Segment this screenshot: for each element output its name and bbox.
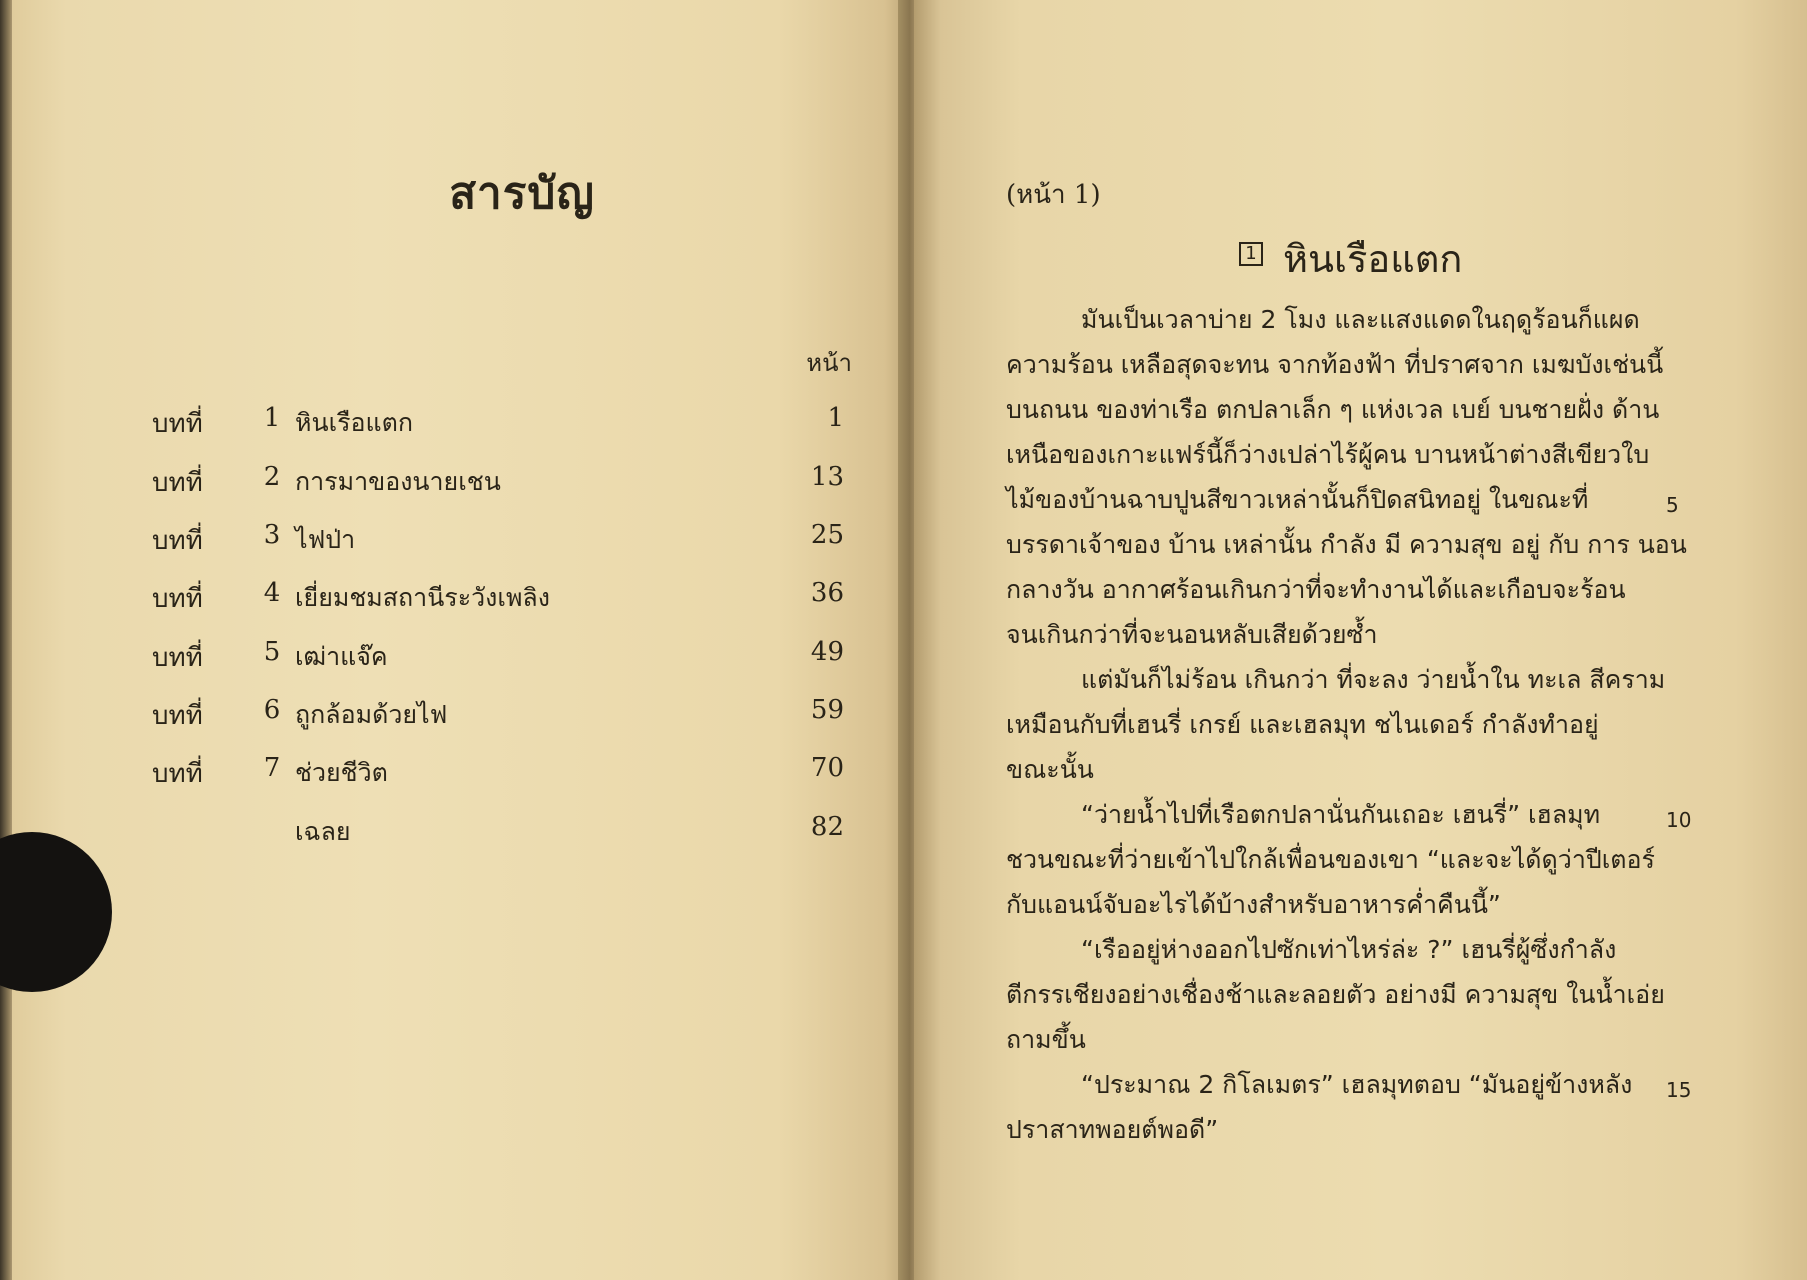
toc-entry [12, 695, 912, 735]
text-line: ความร้อน เหลือสุดจะทน จากท้องฟ้า ที่ปราศจาก เมฆบังเช่นนี้ [1006, 350, 1664, 379]
toc-page-number: 82 [810, 812, 844, 842]
toc-page-number: 36 [810, 578, 844, 608]
toc-chapter-title: ไฟป่า [295, 525, 356, 554]
toc-chapter-number: 7 [263, 753, 281, 783]
line-number: 15 [1666, 1078, 1692, 1102]
left-page [12, 0, 912, 1280]
line-number: 5 [1666, 493, 1679, 517]
text-line: แต่มันก็ไม่ร้อน เกินกว่า ที่จะลง ว่ายน้ำใน ทะเล สีคราม [1081, 665, 1666, 694]
toc-chapter-number: 2 [263, 462, 281, 492]
text-line: บนถนน ของท่าเรือ ตกปลาเล็ก ๆ แห่งเวล เบย์ บนชายฝั่ง ด้าน [1006, 395, 1660, 424]
toc-chapter-title: ถูกล้อมด้วยไฟ [295, 700, 448, 729]
toc-chapter-number: 3 [263, 520, 281, 550]
toc-chapter-word: บทที่ [152, 584, 203, 614]
toc-entry [12, 462, 912, 502]
toc-page-column-header: หน้า [806, 349, 852, 377]
toc-page-number: 1 [827, 403, 844, 433]
text-line: กลางวัน อากาศร้อนเกินกว่าที่จะทำงานได้และเกือบจะร้อน [1006, 575, 1626, 604]
text-line: จนเกินกว่าที่จะนอนหลับเสียด้วยซ้ำ [1006, 620, 1378, 649]
toc-title: สารบัญ [449, 168, 595, 219]
toc-chapter-word: บทที่ [152, 701, 203, 731]
toc-entry [12, 753, 912, 793]
text-line: ขณะนั้น [1006, 755, 1094, 784]
toc-entry [12, 578, 912, 618]
toc-page-number: 13 [810, 462, 844, 492]
text-line: ถามขึ้น [1006, 1025, 1086, 1054]
toc-chapter-title: ช่วยชีวิต [295, 758, 388, 787]
toc-chapter-number: 6 [263, 695, 281, 725]
text-line: ชวนขณะที่ว่ายเข้าไปใกล้เพื่อนของเขา “และจะได้ดูว่าปีเตอร์ [1006, 845, 1655, 874]
toc-chapter-title: เฒ่าแจ๊ค [295, 642, 388, 671]
text-line: บรรดาเจ้าของ บ้าน เหล่านั้น กำลัง มี ความสุข อยู่ กับ การ นอน [1006, 530, 1687, 559]
text-line: ปราสาทพอยต์พอดี” [1006, 1115, 1219, 1144]
toc-chapter-number: 5 [263, 637, 281, 667]
text-line: “เรืออยู่ห่างออกไปซักเท่าไหร่ล่ะ ?” เฮนรี่ผู้ซึ่งกำลัง [1081, 935, 1617, 964]
text-line: เหมือนกับที่เฮนรี่ เกรย์ และเฮลมุท ชไนเดอร์ กำลังทำอยู่ [1006, 710, 1599, 739]
toc-page-number: 59 [810, 695, 844, 725]
toc-chapter-title: เยี่ยมชมสถานีระวังเพลิง [295, 583, 550, 612]
toc-page-number: 70 [810, 753, 844, 783]
toc-chapter-number: 4 [263, 578, 281, 608]
toc-entry [12, 403, 912, 443]
text-line: “ประมาณ 2 กิโลเมตร” เฮลมุทตอบ “มันอยู่ข้างหลัง [1081, 1070, 1633, 1099]
toc-entry [12, 520, 912, 560]
text-line: เหนือของเกาะแฟร์นี้ก็ว่างเปล่าไร้ผู้คน บานหน้าต่างสีเขียวใบ [1006, 440, 1650, 469]
toc-page-number: 49 [810, 637, 844, 667]
toc-chapter-title: การมาของนายเชน [295, 467, 501, 496]
toc-chapter-word: บทที่ [152, 409, 203, 439]
text-line: “ว่ายน้ำไปที่เรือตกปลานั่นกันเถอะ เฮนรี่” เฮลมุท [1081, 800, 1601, 829]
text-line: ตีกรรเชียงอย่างเชื่องช้าและลอยตัว อย่างมี ความสุข ในน้ำเอ่ย [1006, 980, 1665, 1009]
toc-chapter-word: บทที่ [152, 526, 203, 556]
toc-chapter-title: เฉลย [295, 817, 351, 846]
toc-entry [12, 637, 912, 677]
toc-page-number: 25 [810, 520, 844, 550]
right-page [914, 0, 1807, 1280]
toc-chapter-word: บทที่ [152, 759, 203, 789]
chapter-heading [1239, 228, 1659, 288]
text-line: มันเป็นเวลาบ่าย 2 โมง และแสงแดดในฤดูร้อนก็แผด [1081, 305, 1640, 334]
toc-chapter-number: 1 [263, 403, 281, 433]
chapter-number-box: 1 [1239, 242, 1263, 266]
toc-entry [12, 812, 912, 852]
toc-list [12, 0, 912, 1280]
chapter-title: หินเรือแตก [1283, 237, 1463, 281]
line-number: 10 [1666, 808, 1692, 832]
text-line: กับแอนน์จับอะไรได้บ้างสำหรับอาหารค่ำคืนนี้” [1006, 890, 1501, 919]
page-reference: (หน้า 1) [1006, 180, 1101, 210]
toc-chapter-title: หินเรือแตก [295, 408, 414, 437]
text-line: ไม้ของบ้านฉาบปูนสีขาวเหล่านั้นก็ปิดสนิทอยู่ ในขณะที่ [1006, 485, 1589, 514]
toc-chapter-word: บทที่ [152, 468, 203, 498]
toc-chapter-word: บทที่ [152, 643, 203, 673]
